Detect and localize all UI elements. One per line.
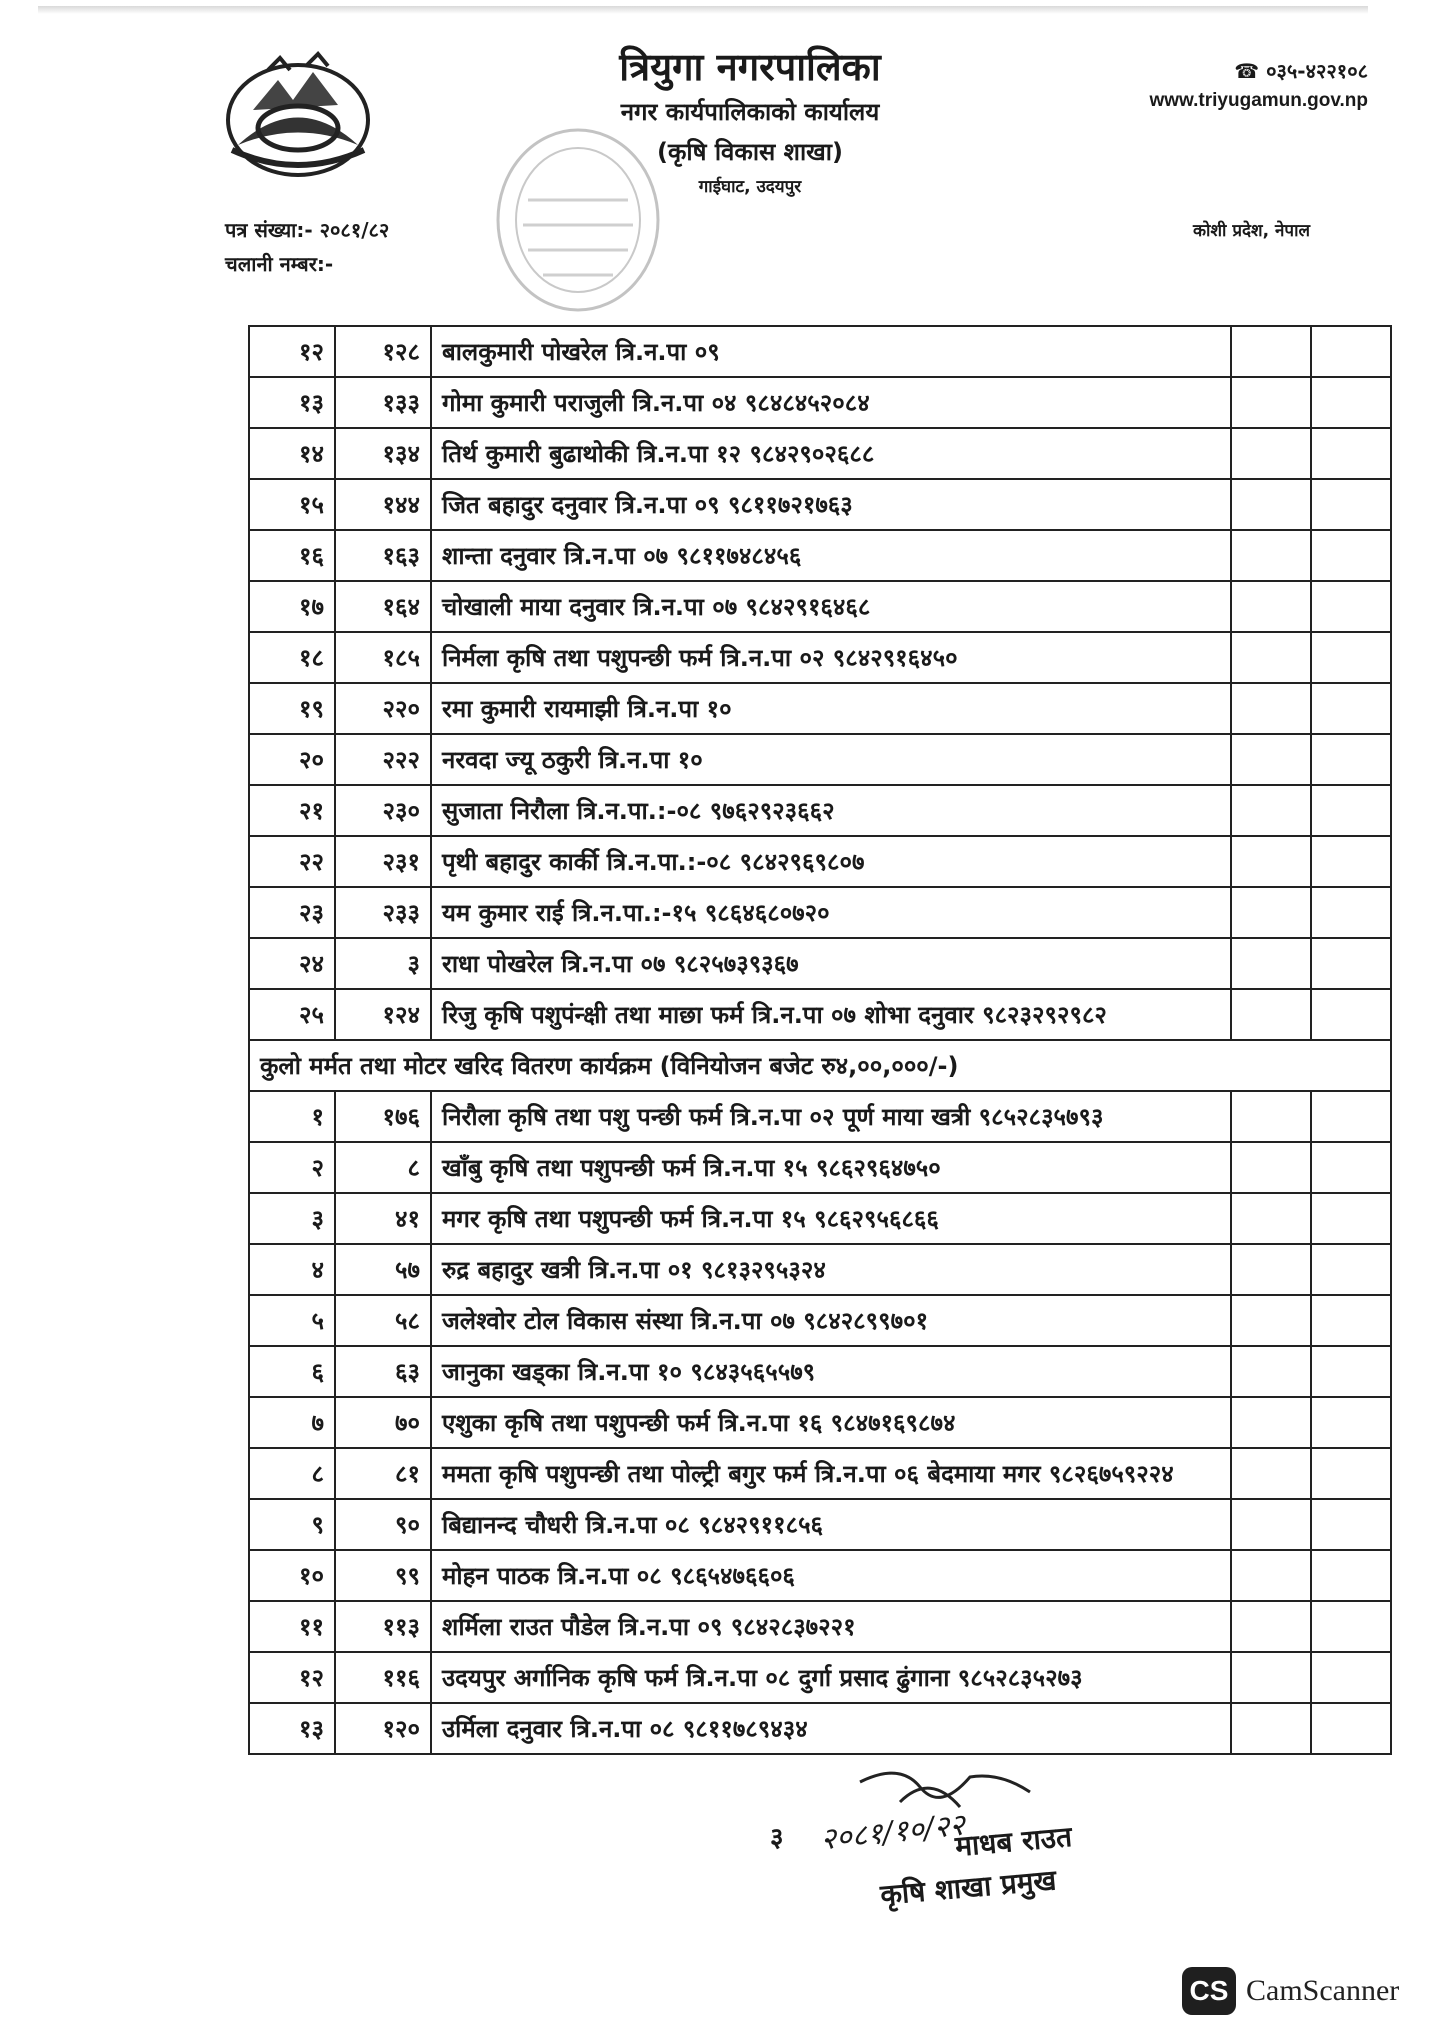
serial-number: २४ xyxy=(249,938,335,989)
registration-number: ९९ xyxy=(335,1550,431,1601)
table-row xyxy=(249,530,1391,581)
beneficiary-details: यम कुमार राई त्रि.न.पा.:-१५ ९८६४६८०७२० xyxy=(431,887,1231,938)
camscanner-text: CamScanner xyxy=(1246,1974,1400,2007)
registration-number: १६४ xyxy=(335,581,431,632)
section-title: कुलो मर्मत तथा मोटर खरिद वितरण कार्यक्रम (विनियोजन बजेट रु४,००,०००/-) xyxy=(249,1040,1391,1091)
registration-number: १४४ xyxy=(335,479,431,530)
letter-number: पत्र संख्या:- २०८१/८२ xyxy=(225,218,390,242)
beneficiary-details: निर्मला कृषि तथा पशुपन्छी फर्म त्रि.न.पा ०२ ९८४२९१६४५० xyxy=(431,632,1231,683)
serial-number: १२ xyxy=(249,326,335,377)
serial-number: १८ xyxy=(249,632,335,683)
province-label: कोशी प्रदेश, नेपाल xyxy=(1193,221,1310,241)
empty-cell xyxy=(1311,683,1391,734)
table-row xyxy=(249,1244,1391,1295)
empty-cell xyxy=(1311,1142,1391,1193)
registration-number: ८१ xyxy=(335,1448,431,1499)
table-row xyxy=(249,887,1391,938)
registration-number: २३१ xyxy=(335,836,431,887)
empty-cell xyxy=(1311,989,1391,1040)
website-url: www.triyugamun.gov.np xyxy=(1149,90,1368,111)
empty-cell xyxy=(1231,1244,1311,1295)
beneficiary-details: पृथी बहादुर कार्की त्रि.न.पा.:-०८ ९८४२९६९८०७ xyxy=(431,836,1231,887)
registration-number: १२४ xyxy=(335,989,431,1040)
beneficiary-details: मगर कृषि तथा पशुपन्छी फर्म त्रि.न.पा १५ ९८६२९५६८६६ xyxy=(431,1193,1231,1244)
serial-number: १३ xyxy=(249,377,335,428)
table-row xyxy=(249,1295,1391,1346)
beneficiary-details: रुद्र बहादुर खत्री त्रि.न.पा ०१ ९८१३२९५३२४ xyxy=(431,1244,1231,1295)
empty-cell xyxy=(1311,479,1391,530)
beneficiary-details: खाँबु कृषि तथा पशुपन्छी फर्म त्रि.न.पा १५ ९८६२९६४७५० xyxy=(431,1142,1231,1193)
beneficiary-details: चोखाली माया दनुवार त्रि.न.पा ०७ ९८४२९१६४६८ xyxy=(431,581,1231,632)
serial-number: ४ xyxy=(249,1244,335,1295)
registration-number: १८५ xyxy=(335,632,431,683)
registration-number: २३३ xyxy=(335,887,431,938)
empty-cell xyxy=(1311,1550,1391,1601)
empty-cell xyxy=(1231,1550,1311,1601)
dispatch-number: चलानी नम्बर:- xyxy=(225,252,334,276)
table-row xyxy=(249,1703,1391,1754)
empty-cell xyxy=(1311,1091,1391,1142)
office-name: नगर कार्यपालिकाको कार्यालय xyxy=(620,98,880,126)
empty-cell xyxy=(1311,887,1391,938)
empty-cell xyxy=(1231,530,1311,581)
registration-number: ११३ xyxy=(335,1601,431,1652)
serial-number: २२ xyxy=(249,836,335,887)
table-row xyxy=(249,1346,1391,1397)
empty-cell xyxy=(1311,326,1391,377)
table-row xyxy=(249,1091,1391,1142)
beneficiary-details: एशुका कृषि तथा पशुपन्छी फर्म त्रि.न.पा १६ ९८४७१६९८७४ xyxy=(431,1397,1231,1448)
registration-number: ३ xyxy=(335,938,431,989)
scan-edge xyxy=(38,6,1368,14)
serial-number: २ xyxy=(249,1142,335,1193)
serial-number: १० xyxy=(249,1550,335,1601)
serial-number: १४ xyxy=(249,428,335,479)
table-row xyxy=(249,1550,1391,1601)
empty-cell xyxy=(1311,530,1391,581)
empty-cell xyxy=(1231,1142,1311,1193)
empty-cell xyxy=(1311,632,1391,683)
empty-cell xyxy=(1311,1244,1391,1295)
table-row xyxy=(249,683,1391,734)
phone-number: ☎ ०३५-४२२१०८ xyxy=(1234,59,1368,83)
table-row xyxy=(249,938,1391,989)
empty-cell xyxy=(1231,836,1311,887)
empty-cell xyxy=(1231,989,1311,1040)
empty-cell xyxy=(1311,1448,1391,1499)
table-row xyxy=(249,479,1391,530)
empty-cell xyxy=(1231,1346,1311,1397)
registration-number: २३० xyxy=(335,785,431,836)
empty-cell xyxy=(1311,1703,1391,1754)
empty-cell xyxy=(1311,428,1391,479)
camscanner-logo: CS xyxy=(1182,1967,1236,2015)
empty-cell xyxy=(1311,1499,1391,1550)
serial-number: २० xyxy=(249,734,335,785)
empty-cell xyxy=(1231,581,1311,632)
empty-cell xyxy=(1311,734,1391,785)
signature-number: ३ xyxy=(770,1823,784,1853)
empty-cell xyxy=(1311,836,1391,887)
empty-cell xyxy=(1311,581,1391,632)
empty-cell xyxy=(1311,785,1391,836)
beneficiary-details: जित बहादुर दनुवार त्रि.न.पा ०९ ९८११७२१७६३ xyxy=(431,479,1231,530)
registration-number: १३४ xyxy=(335,428,431,479)
beneficiary-details: नरवदा ज्यू ठकुरी त्रि.न.पा १० xyxy=(431,734,1231,785)
registration-number: ७० xyxy=(335,1397,431,1448)
serial-number: १ xyxy=(249,1091,335,1142)
beneficiary-details: ममता कृषि पशुपन्छी तथा पोल्ट्री बगुर फर्म त्रि.न.पा ०६ बेदमाया मगर ९८२६७५९२२४ xyxy=(431,1448,1231,1499)
table-row xyxy=(249,1499,1391,1550)
signatory-name: माधब राउत xyxy=(953,1819,1074,1864)
serial-number: १७ xyxy=(249,581,335,632)
table-row xyxy=(249,1601,1391,1652)
registration-number: ११६ xyxy=(335,1652,431,1703)
registration-number: २२० xyxy=(335,683,431,734)
serial-number: ३ xyxy=(249,1193,335,1244)
empty-cell xyxy=(1231,785,1311,836)
empty-cell xyxy=(1231,1499,1311,1550)
registration-number: १७६ xyxy=(335,1091,431,1142)
beneficiary-details: सुजाता निरौला त्रि.न.पा.:-०८ ९७६२९२३६६२ xyxy=(431,785,1231,836)
beneficiary-details: शान्ता दनुवार त्रि.न.पा ०७ ९८११७४८४५६ xyxy=(431,530,1231,581)
serial-number: २५ xyxy=(249,989,335,1040)
table-row xyxy=(249,1397,1391,1448)
empty-cell xyxy=(1231,683,1311,734)
serial-number: ६ xyxy=(249,1346,335,1397)
table-row xyxy=(249,581,1391,632)
table-row xyxy=(249,326,1391,377)
beneficiary-details: मोहन पाठक त्रि.न.पा ०८ ९८६५४७६६०६ xyxy=(431,1550,1231,1601)
registration-number: ५७ xyxy=(335,1244,431,1295)
serial-number: ९ xyxy=(249,1499,335,1550)
serial-number: १२ xyxy=(249,1652,335,1703)
beneficiary-details: शर्मिला राउत पौडेल त्रि.न.पा ०९ ९८४२८३७२२१ xyxy=(431,1601,1231,1652)
beneficiary-details: गोमा कुमारी पराजुली त्रि.न.पा ०४ ९८४८४५२०८४ xyxy=(431,377,1231,428)
registration-number: ५८ xyxy=(335,1295,431,1346)
table-row xyxy=(249,734,1391,785)
empty-cell xyxy=(1311,1397,1391,1448)
empty-cell xyxy=(1231,1091,1311,1142)
empty-cell xyxy=(1311,377,1391,428)
table-row xyxy=(249,1142,1391,1193)
letter-reference xyxy=(225,213,389,281)
empty-cell xyxy=(1231,734,1311,785)
signatory-role: कृषि शाखा प्रमुख xyxy=(878,1863,1058,1912)
registration-number: ४१ xyxy=(335,1193,431,1244)
table-row xyxy=(249,632,1391,683)
empty-cell xyxy=(1231,632,1311,683)
beneficiary-table xyxy=(248,325,1392,1755)
registration-number: १६३ xyxy=(335,530,431,581)
empty-cell xyxy=(1311,1346,1391,1397)
empty-cell xyxy=(1231,1295,1311,1346)
beneficiary-details: उदयपुर अर्गानिक कृषि फर्म त्रि.न.पा ०८ दुर्गा प्रसाद ढुंगाना ९८५२८३५२७३ xyxy=(431,1652,1231,1703)
beneficiary-details: उर्मिला दनुवार त्रि.न.पा ०८ ९८११७८९४३४ xyxy=(431,1703,1231,1754)
registration-number: ६३ xyxy=(335,1346,431,1397)
registration-number: ८ xyxy=(335,1142,431,1193)
empty-cell xyxy=(1231,326,1311,377)
branch-name: (कृषि विकास शाखा) xyxy=(657,138,843,166)
beneficiary-details: रमा कुमारी रायमाझी त्रि.न.पा १० xyxy=(431,683,1231,734)
serial-number: १५ xyxy=(249,479,335,530)
empty-cell xyxy=(1231,428,1311,479)
office-stamp-icon xyxy=(488,120,668,320)
empty-cell xyxy=(1311,938,1391,989)
table-row xyxy=(249,1652,1391,1703)
serial-number: २१ xyxy=(249,785,335,836)
serial-number: २३ xyxy=(249,887,335,938)
empty-cell xyxy=(1311,1601,1391,1652)
table-row xyxy=(249,1448,1391,1499)
beneficiary-details: जलेश्वोर टोल विकास संस्था त्रि.न.पा ०७ ९८४२८९९७०१ xyxy=(431,1295,1231,1346)
serial-number: १६ xyxy=(249,530,335,581)
serial-number: ८ xyxy=(249,1448,335,1499)
section-row xyxy=(249,1040,1391,1091)
empty-cell xyxy=(1231,1193,1311,1244)
table-row xyxy=(249,989,1391,1040)
registration-number: ९० xyxy=(335,1499,431,1550)
registration-number: १२० xyxy=(335,1703,431,1754)
empty-cell xyxy=(1231,1448,1311,1499)
empty-cell xyxy=(1231,377,1311,428)
table-row xyxy=(249,428,1391,479)
empty-cell xyxy=(1231,887,1311,938)
empty-cell xyxy=(1311,1652,1391,1703)
serial-number: १९ xyxy=(249,683,335,734)
contact-block xyxy=(1150,56,1369,116)
beneficiary-details: निरौला कृषि तथा पशु पन्छी फर्म त्रि.न.पा ०२ पूर्ण माया खत्री ९८५२८३५७९३ xyxy=(431,1091,1231,1142)
beneficiary-details: बिद्यानन्द चौधरी त्रि.न.पा ०८ ९८४२९११८५६ xyxy=(431,1499,1231,1550)
empty-cell xyxy=(1311,1193,1391,1244)
office-address: गाईघाट, उदयपुर xyxy=(698,177,802,197)
municipality-title: त्रियुगा नगरपालिका xyxy=(619,45,881,89)
table-row xyxy=(249,377,1391,428)
empty-cell xyxy=(1231,938,1311,989)
serial-number: १३ xyxy=(249,1703,335,1754)
registration-number: २२२ xyxy=(335,734,431,785)
beneficiary-details: तिर्थ कुमारी बुढाथोकी त्रि.न.पा १२ ९८४२९०२६८८ xyxy=(431,428,1231,479)
serial-number: ७ xyxy=(249,1397,335,1448)
beneficiary-details: जानुका खड्का त्रि.न.पा १० ९८४३५६५५७९ xyxy=(431,1346,1231,1397)
empty-cell xyxy=(1231,1601,1311,1652)
empty-cell xyxy=(1231,1652,1311,1703)
beneficiary-details: राधा पोखरेल त्रि.न.पा ०७ ९८२५७३९३६७ xyxy=(431,938,1231,989)
nepal-emblem-icon xyxy=(218,50,378,182)
registration-number: १३३ xyxy=(335,377,431,428)
empty-cell xyxy=(1311,1295,1391,1346)
serial-number: ५ xyxy=(249,1295,335,1346)
beneficiary-details: बालकुमारी पोखरेल त्रि.न.पा ०९ xyxy=(431,326,1231,377)
empty-cell xyxy=(1231,1397,1311,1448)
beneficiary-details: रिजु कृषि पशुपंन्क्षी तथा माछा फर्म त्रि.न.पा ०७ शोभा दनुवार ९८२३२९२९८२ xyxy=(431,989,1231,1040)
table-row xyxy=(249,785,1391,836)
table-row xyxy=(249,1193,1391,1244)
serial-number: ११ xyxy=(249,1601,335,1652)
registration-number: १२८ xyxy=(335,326,431,377)
empty-cell xyxy=(1231,1703,1311,1754)
signature-date: २०८१/१०/२२ xyxy=(818,1807,967,1858)
empty-cell xyxy=(1231,479,1311,530)
table-row xyxy=(249,836,1391,887)
